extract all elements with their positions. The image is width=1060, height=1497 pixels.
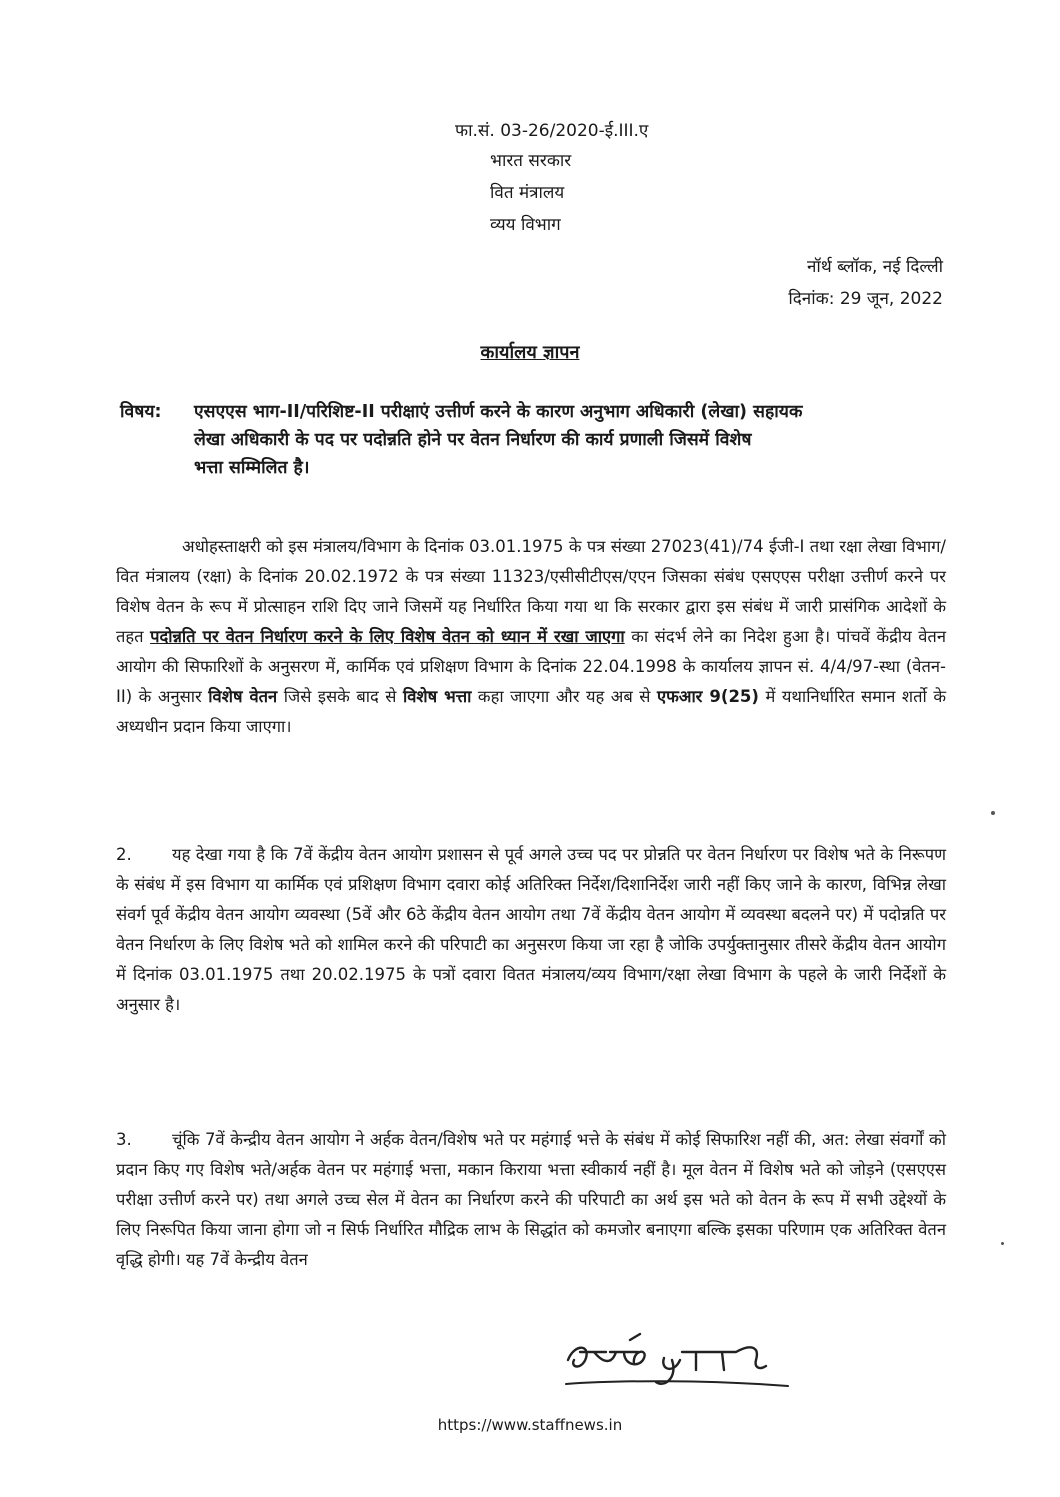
paragraph-1 xyxy=(116,532,946,742)
govt-name: भारत सरकार xyxy=(490,151,572,171)
paragraph-3 xyxy=(116,1125,946,1275)
para3-number: 3. xyxy=(116,1130,132,1149)
para1-underlined: पदोन्नति पर वेतन निर्धारण करने के लिए विशेष वेतन को ध्यान में रखा जाएगा xyxy=(150,627,625,646)
para1-text-a: अधोहस्ताक्षरी को इस मंत्रालय/विभाग के दिनांक 03.01.1975 के पत्र संख्या 27023(41)/74 ईजी-I तथा रक्षा लेखा विभाग/वित मंत्रालय (रक्षा) के दिनांक 20.02.1972 के पत्र संख्या 11323/एसीसीटीएस/एएन जिसका संबंध एसएएस परीक्षा उत्तीर्ण करने पर विशेष वेतन के रूप में प्रोत्साहन राशि दिए जाने जिसमें यह निर्धारित किया गया था कि सरकार द्वारा इस संबंध में जारी प्रासंगिक आदेशों के तहत xyxy=(116,537,946,646)
memo-title: कार्यालय ज्ञापन xyxy=(480,342,580,363)
para1-bold-fr: एफआर 9(25) xyxy=(656,687,759,706)
para1-text-c: जिसे इसके बाद से xyxy=(277,687,403,706)
subject-line-1: एसएएस भाग-II/परिशिष्ट-II परीक्षाएं उत्तीर्ण करने के कारण अनुभाग अधिकारी (लेखा) सहायक xyxy=(194,402,803,422)
scan-speck xyxy=(1001,1242,1004,1245)
footer-url: https://www.staffnews.in xyxy=(437,1416,623,1434)
memo-date: दिनांक: 29 जून, 2022 xyxy=(788,289,943,309)
paragraph-2 xyxy=(116,840,946,1020)
scan-speck xyxy=(991,811,995,815)
subject-line-2: लेखा अधिकारी के पद पर पदोन्नति होने पर वेतन निर्धारण की कार्य प्रणाली जिसमें विशेष xyxy=(194,430,752,450)
subject-label: विषय: xyxy=(120,402,162,422)
para1-text-d: कहा जाएगा और यह अब से xyxy=(471,687,657,706)
para1-bold-special-pay: विशेष वेतन xyxy=(208,687,278,706)
office-place: नॉर्थ ब्लॉक, नई दिल्ली xyxy=(806,257,943,277)
file-number: फा.सं. 03-26/2020-ई.III.ए xyxy=(455,121,649,141)
para2-text: यह देखा गया है कि 7वें केंद्रीय वेतन आयोग प्रशासन से पूर्व अगले उच्च पद पर प्रोन्नति पर वेतन निर्धारण पर विशेष भते के निरूपण के संबंध में इस विभाग या कार्मिक एवं प्रशिक्षण विभाग दवारा कोई अतिरिक्त निर्देश/दिशानिर्देश जारी नहीं किए जाने के कारण, विभिन्न लेखा संवर्ग पूर्व केंद्रीय वेतन आयोग व्यवस्था (5वें और 6ठे केंद्रीय वेतन आयोग तथा 7वें केंद्रीय वेतन आयोग में व्यवस्था बदलने पर) में पदोन्नति पर वेतन निर्धारण के लिए विशेष भते को शामिल करने की परिपाटी का अनुसरण किया जा रहा है जोकि उपर्युक्तानुसार तीसरे केंद्रीय वेतन आयोग में दिनांक 03.01.1975 तथा 20.02.1975 के पत्रों दवारा वितत मंत्रालय/व्यय विभाग/रक्षा लेखा विभाग के पहले के जारी निर्देशों के अनुसार है। xyxy=(116,845,946,1014)
department-name: व्यय विभाग xyxy=(490,215,561,235)
subject-block xyxy=(120,398,952,482)
para1-bold-special-allowance: विशेष भत्ता xyxy=(402,687,472,706)
para3-text: चूंकि 7वें केन्द्रीय वेतन आयोग ने अर्हक वेतन/विशेष भते पर महंगाई भत्ते के संबंध में कोई सिफारिश नहीं की, अत: लेखा संवर्गों को प्रदान किए गए विशेष भते/अर्हक वेतन पर महंगाई भत्ता, मकान किराया भत्ता स्वीकार्य नहीं है। मूल वेतन में विशेष भते को जोड़ने (एसएएस परीक्षा उत्तीर्ण करने पर) तथा अगले उच्च सेल में वेतन का निर्धारण करने की परिपाटी का अर्थ इस भते को वेतन के रूप में सभी उद्देश्यों के लिए निरूपित किया जाना होगा जो न सिर्फ निर्धारित मौद्रिक लाभ के सिद्धांत को कमजोर बनाएगा बल्कि इसका परिणाम एक अतिरिक्त वेतन वृद्धि होगी। यह 7वें केन्द्रीय वेतन xyxy=(116,1130,946,1269)
para1-text-b: का संदर्भ लेने का निदेश हुआ है। पांचवें केंद्रीय वेतन आयोग की सिफारिशों के अनुसरण में, कार्मिक एवं प्रशिक्षण विभाग के दिनांक 22.04.1998 के कार्यालय ज्ञापन सं. 4/4/97-स्था (वेतन-II) के अनुसार xyxy=(116,627,946,706)
para2-number: 2. xyxy=(116,845,132,864)
para1-text-e: में यथानिर्धारित समान शर्तो के अध्यधीन प्रदान किया जाएगा। xyxy=(116,687,946,736)
ministry-name: वित मंत्रालय xyxy=(490,183,565,203)
signature xyxy=(560,1330,790,1396)
subject-line-3: भत्ता सम्मिलित है। xyxy=(194,458,310,478)
